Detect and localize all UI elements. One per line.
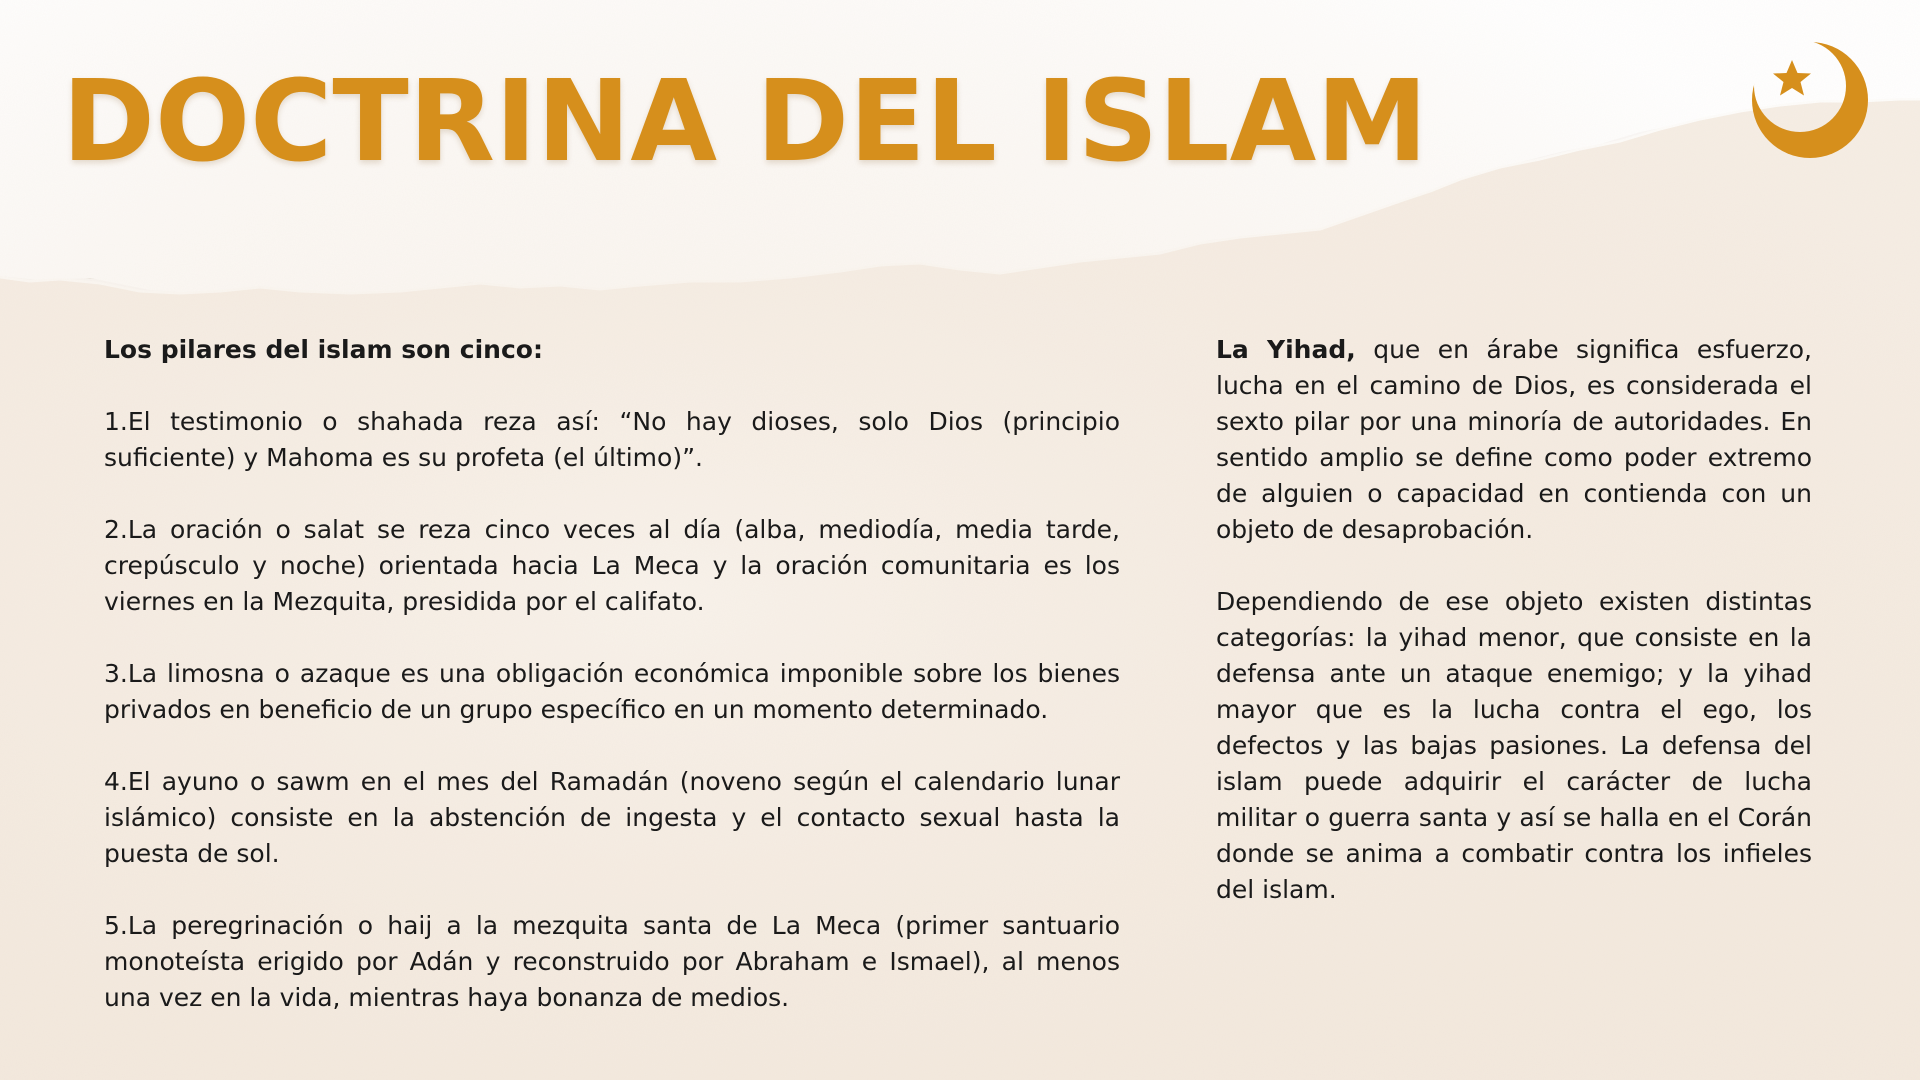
yihad-description: que en árabe significa esfuerzo, lucha en el camino de Dios, es considerada el sexto pilar por una minoría de autoridades. En sentido amplio se define como poder extremo de alguien o capacidad en contienda con un objeto de desaprobación. [1216,335,1812,544]
pillar-item: 3.La limosna o azaque es una obligación económica imponible sobre los bienes privados en beneficio de un grupo específico en un momento determinado. [104,659,1120,724]
yihad-categories-paragraph: Dependiendo de ese objeto existen distintas categorías: la yihad menor, que consiste en la defensa ante un ataque enemigo; y la yihad mayor que es la lucha contra el ego, los defectos y las bajas pasiones. La defensa del islam puede adquirir el carácter de lucha militar o guerra santa y así se halla en el Corán donde se anima a combatir contra los infieles del islam. [1216,587,1812,904]
yihad-column [1216,332,1812,944]
pillars-column [104,332,1120,1052]
pillar-item: 4.El ayuno o sawm en el mes del Ramadán (noveno según el calendario lunar islámico) consiste en la abstención de ingesta y el contacto sexual hasta la puesta de sol. [104,767,1120,868]
pillar-item: 2.La oración o salat se reza cinco veces al día (alba, mediodía, media tarde, crepúsculo y noche) orientada hacia La Meca y la oración comunitaria es los viernes en la Mezquita, presidida por el califato. [104,515,1120,616]
pillars-heading: Los pilares del islam son cinco: [104,335,543,364]
yihad-paragraph [1216,332,1812,548]
pillar-item: 1.El testimonio o shahada reza así: “No hay dioses, solo Dios (principio suficiente) y Mahoma es su profeta (el último)”. [104,407,1120,472]
slide-title: DOCTRINA DEL ISLAM [62,57,1428,187]
pillar-item: 5.La peregrinación o haij a la mezquita santa de La Meca (primer santuario monoteísta erigido por Adán y reconstruido por Abraham e Ismael), al menos una vez en la vida, mientras haya bonanza de medios. [104,911,1120,1012]
star-and-crescent-icon [1748,38,1872,162]
yihad-term: La Yihad, [1216,335,1356,364]
